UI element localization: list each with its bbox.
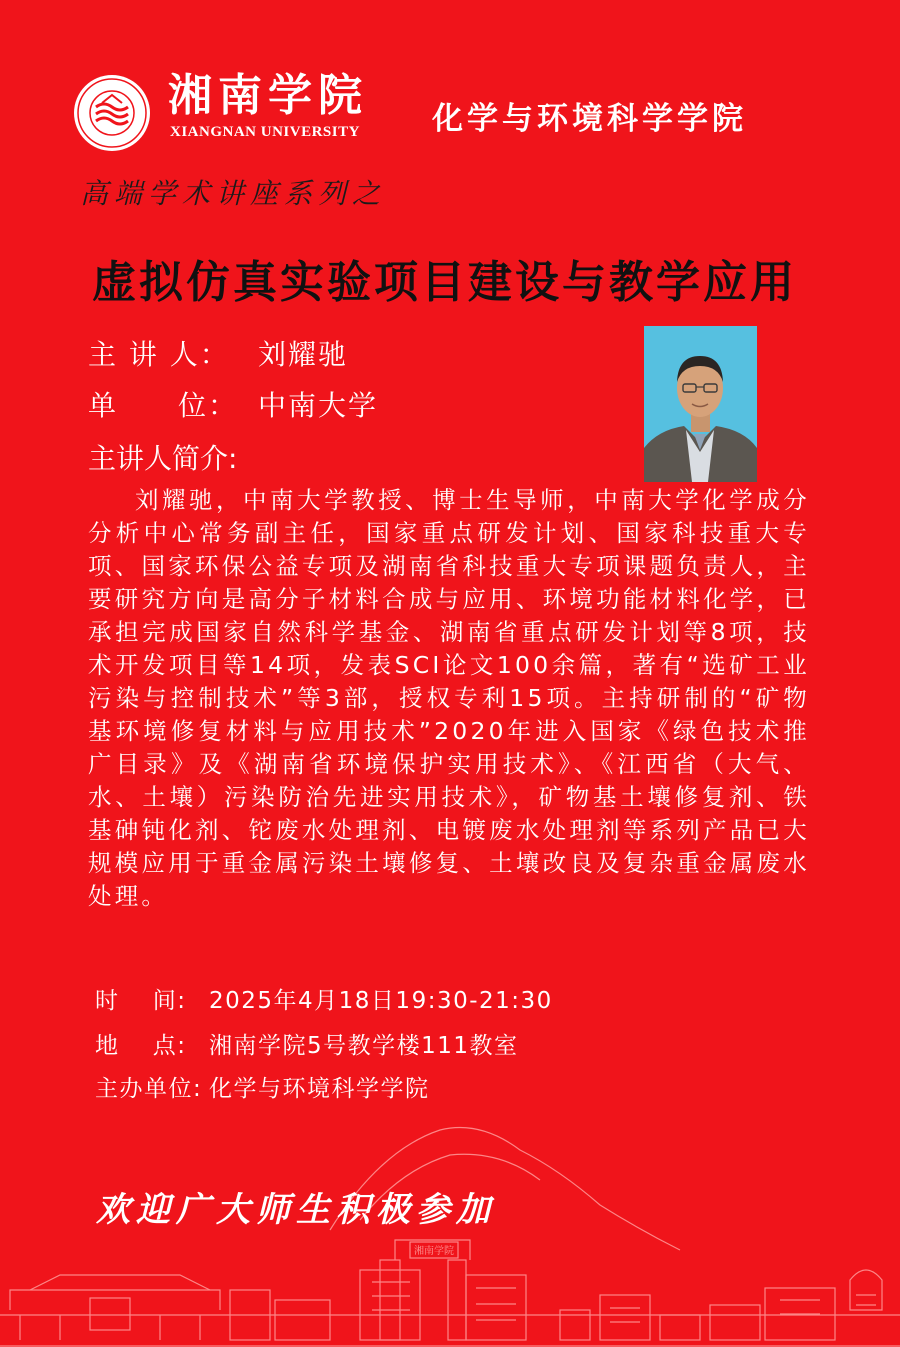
gate-sign: 湘南学院 [414, 1246, 454, 1257]
speaker-photo [644, 326, 757, 482]
time-row [95, 982, 553, 1015]
unit-name: 中南大学 [258, 389, 379, 422]
speaker-label: 主 讲 人： [88, 338, 230, 371]
college-name: 化学与环境科学学院 [432, 101, 747, 137]
bio-heading: 主讲人简介: [88, 442, 238, 475]
host-row [95, 1070, 430, 1103]
speaker-name: 刘耀驰 [258, 338, 349, 371]
university-logo [72, 73, 152, 153]
host-label: 主办单位: [95, 1076, 203, 1102]
unit-label: 单 位： [88, 389, 239, 422]
host-value: 化学与环境科学学院 [209, 1076, 430, 1102]
welcome-message: 欢迎广大师生积极参加 [96, 1190, 496, 1230]
lecture-title: 虚拟仿真实验项目建设与教学应用 [92, 257, 797, 308]
place-row [95, 1027, 519, 1060]
place-label: 地 点: [95, 1033, 187, 1059]
university-name: 湘南学院 [168, 70, 368, 121]
speaker-row [88, 333, 348, 373]
time-value: 2025年4月18日19:30-21:30 [209, 988, 553, 1014]
lecture-series: 高端学术讲座系列之 [80, 177, 387, 210]
university-english-name: XIANGNAN UNIVERSITY [170, 124, 360, 140]
unit-row [88, 384, 378, 424]
place-value: 湘南学院5号教学楼111教室 [209, 1033, 519, 1059]
speaker-biography: 刘耀驰，中南大学教授、博士生导师，中南大学化学成分分析中心常务副主任，国家重点研发计划、国家科技重大专项、国家环保公益专项及湖南省科技重大专项课题负责人，主要研究方向是高分子材料合成与应用、环境功能材料化学，已承担完成国家自然科学基金、湖南省重点研发计划等8项，技术开发项目等14项，发表SCI论文100余篇，著有“选矿工业污染与控制技术”等3部，授权专利15项。主持研制的“矿物基环境修复材料与应用技术”2020年进入国家《绿色技术推广目录》及《湖南省环境保护实用技术》、《江西省（大气、水、土壤）污染防治先进实用技术》，矿物基土壤修复剂、铁基砷钝化剂、铊废水处理剂、电镀废水处理剂等系列产品已大规模应用于重金属污染土壤修复、土壤改良及复杂重金属废水处理。 [88, 486, 810, 910]
time-label: 时 间: [95, 988, 187, 1014]
